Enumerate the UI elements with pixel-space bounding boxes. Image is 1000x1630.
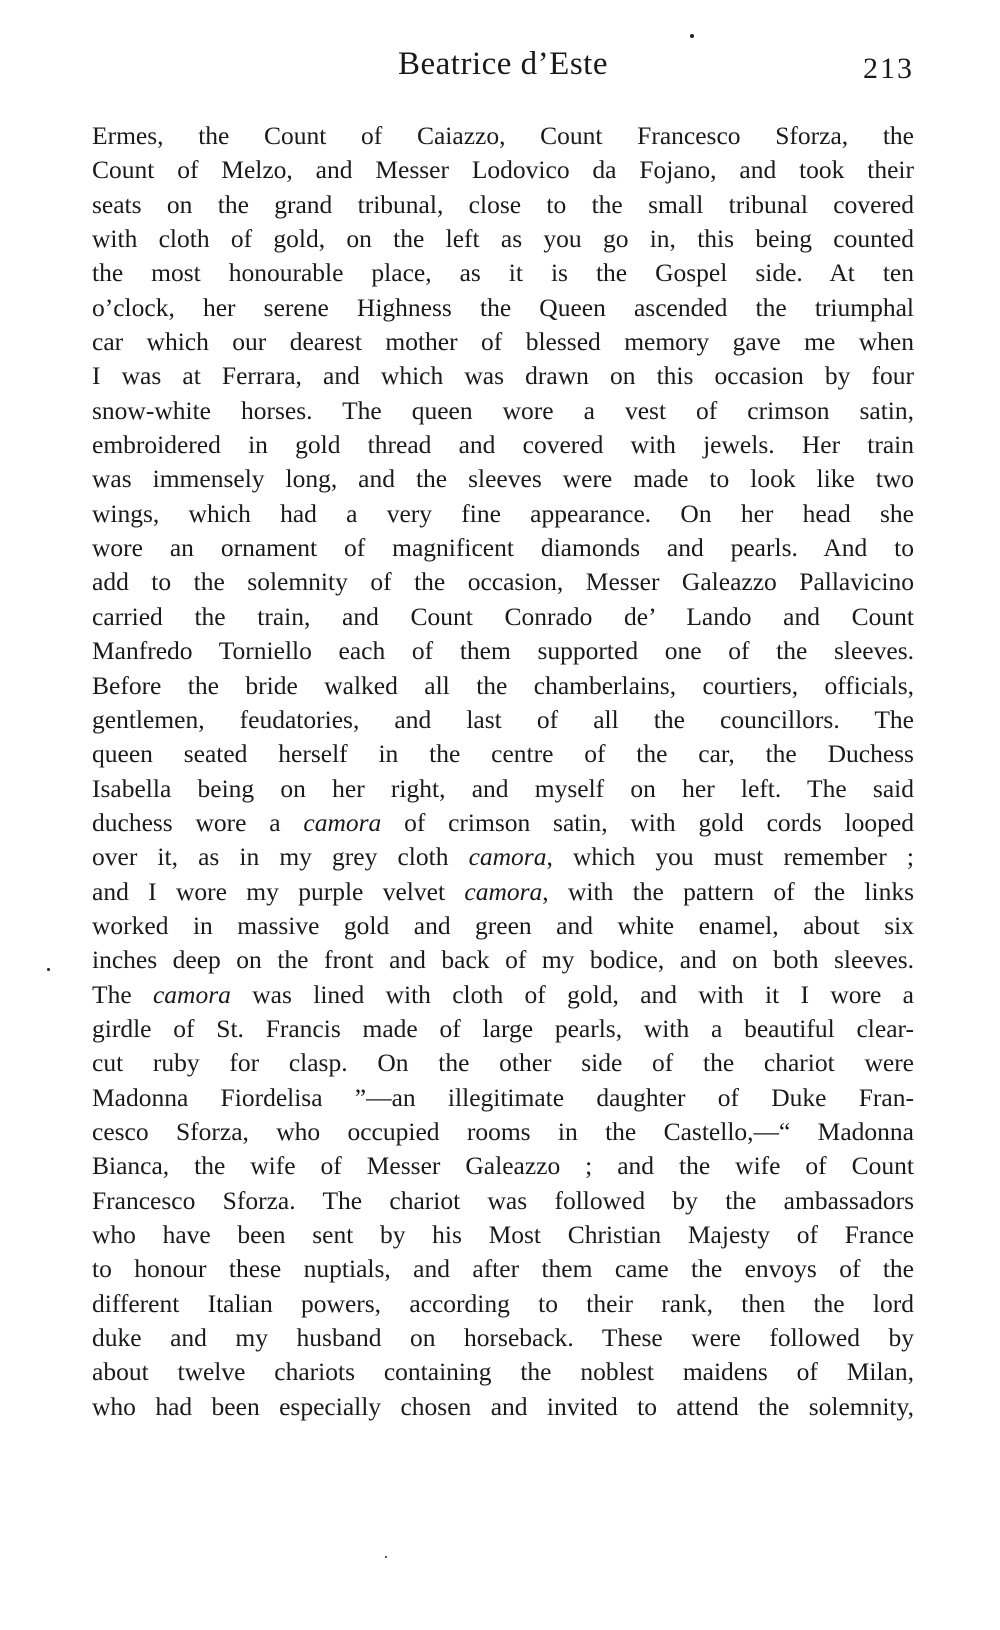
text-line: snow-white horses. The queen wore a vest of crimson satin, (92, 395, 914, 425)
text-run: of crimson satin, with gold cords looped (381, 807, 914, 837)
text-line: Francesco Sforza. The chariot was followed by the ambassadors (92, 1185, 914, 1215)
text-run: and I wore my purple velvet (92, 876, 465, 906)
text-line: cesco Sforza, who occupied rooms in the Castello,—“ Madonna (92, 1116, 914, 1146)
text-line: wings, which had a very fine appearance. On her head she (92, 498, 914, 528)
text-line: Isabella being on her right, and myself on her left. The said (92, 773, 914, 803)
text-line: Bianca, the wife of Messer Galeazzo ; and the wife of Count (92, 1151, 914, 1181)
text-run: , with the pattern of the links (542, 876, 914, 906)
text-line: Count of Melzo, and Messer Lodovico da Fojano, and took their (92, 155, 914, 185)
page-number: 213 (863, 52, 914, 85)
text-line: embroidered in gold thread and covered with jewels. Her train (92, 430, 914, 460)
page-header (92, 46, 914, 96)
text-line: duke and my husband on horseback. These were followed by (92, 1323, 914, 1353)
text-line (92, 978, 914, 1012)
text-line: inches deep on the front and back of my bodice, and on both sleeves. (92, 945, 914, 975)
text-line: Madonna Fiordelisa ”—an illegitimate daughter of Duke Fran- (92, 1082, 914, 1112)
text-line: seats on the grand tribunal, close to the small tribunal covered (92, 189, 914, 219)
text-run: was lined with cloth of gold, and with it I wore a (230, 979, 914, 1009)
text-line: different Italian powers, according to their rank, then the lord (92, 1288, 914, 1318)
scan-speck (690, 34, 694, 38)
text-line (92, 806, 914, 840)
text-line: girdle of St. Francis made of large pearls, with a beautiful clear- (92, 1013, 914, 1043)
text-run: duchess wore a (92, 807, 304, 837)
italic-term: camora (464, 876, 543, 906)
text-line: Before the bride walked all the chamberlains, courtiers, officials, (92, 670, 914, 700)
text-line (92, 840, 914, 874)
text-line: add to the solemnity of the occasion, Messer Galeazzo Pallavicino (92, 567, 914, 597)
text-line: I was at Ferrara, and which was drawn on this occasion by four (92, 361, 914, 391)
text-line: Ermes, the Count of Caiazzo, Count Francesco Sforza, the (92, 121, 914, 150)
running-title: Beatrice d’Este (398, 46, 608, 82)
text-line: carried the train, and Count Conrado de’ Lando and Count (92, 601, 914, 631)
text-line: wore an ornament of magnificent diamonds and pearls. And to (92, 533, 914, 563)
text-line: who have been sent by his Most Christian Majesty of France (92, 1220, 914, 1249)
text-line: Manfredo Torniello each of them supported one of the sleeves. (92, 636, 914, 666)
text-line: about twelve chariots containing the noblest maidens of Milan, (92, 1357, 914, 1387)
text-line: to honour these nuptials, and after them came the envoys of the (92, 1254, 914, 1284)
scan-speck (47, 968, 50, 971)
text-line: who had been especially chosen and invited to attend the solemnity, (92, 1391, 914, 1421)
text-line: worked in massive gold and green and white enamel, about six (92, 910, 914, 940)
text-line: was immensely long, and the sleeves were made to look like two (92, 464, 914, 494)
text-line: queen seated herself in the centre of the car, the Duchess (92, 739, 914, 769)
text-run: , which you must remember ; (546, 842, 914, 872)
text-line: gentlemen, feudatories, and last of all the councillors. The (92, 704, 914, 734)
text-line (92, 875, 914, 909)
scan-speck (385, 1556, 387, 1558)
text-line: o’clock, her serene Highness the Queen ascended the triumphal (92, 292, 914, 322)
text-run: over it, as in my grey cloth (92, 842, 469, 872)
text-line: cut ruby for clasp. On the other side of the chariot were (92, 1048, 914, 1078)
text-line: car which our dearest mother of blessed memory gave me when (92, 327, 914, 357)
text-run: The (92, 979, 153, 1009)
body-text (92, 119, 914, 1424)
italic-term: camora (152, 979, 231, 1009)
italic-term: camora (468, 842, 547, 872)
text-line: the most honourable place, as it is the Gospel side. At ten (92, 258, 914, 288)
text-line: with cloth of gold, on the left as you go in, this being counted (92, 224, 914, 254)
italic-term: camora (303, 807, 382, 837)
